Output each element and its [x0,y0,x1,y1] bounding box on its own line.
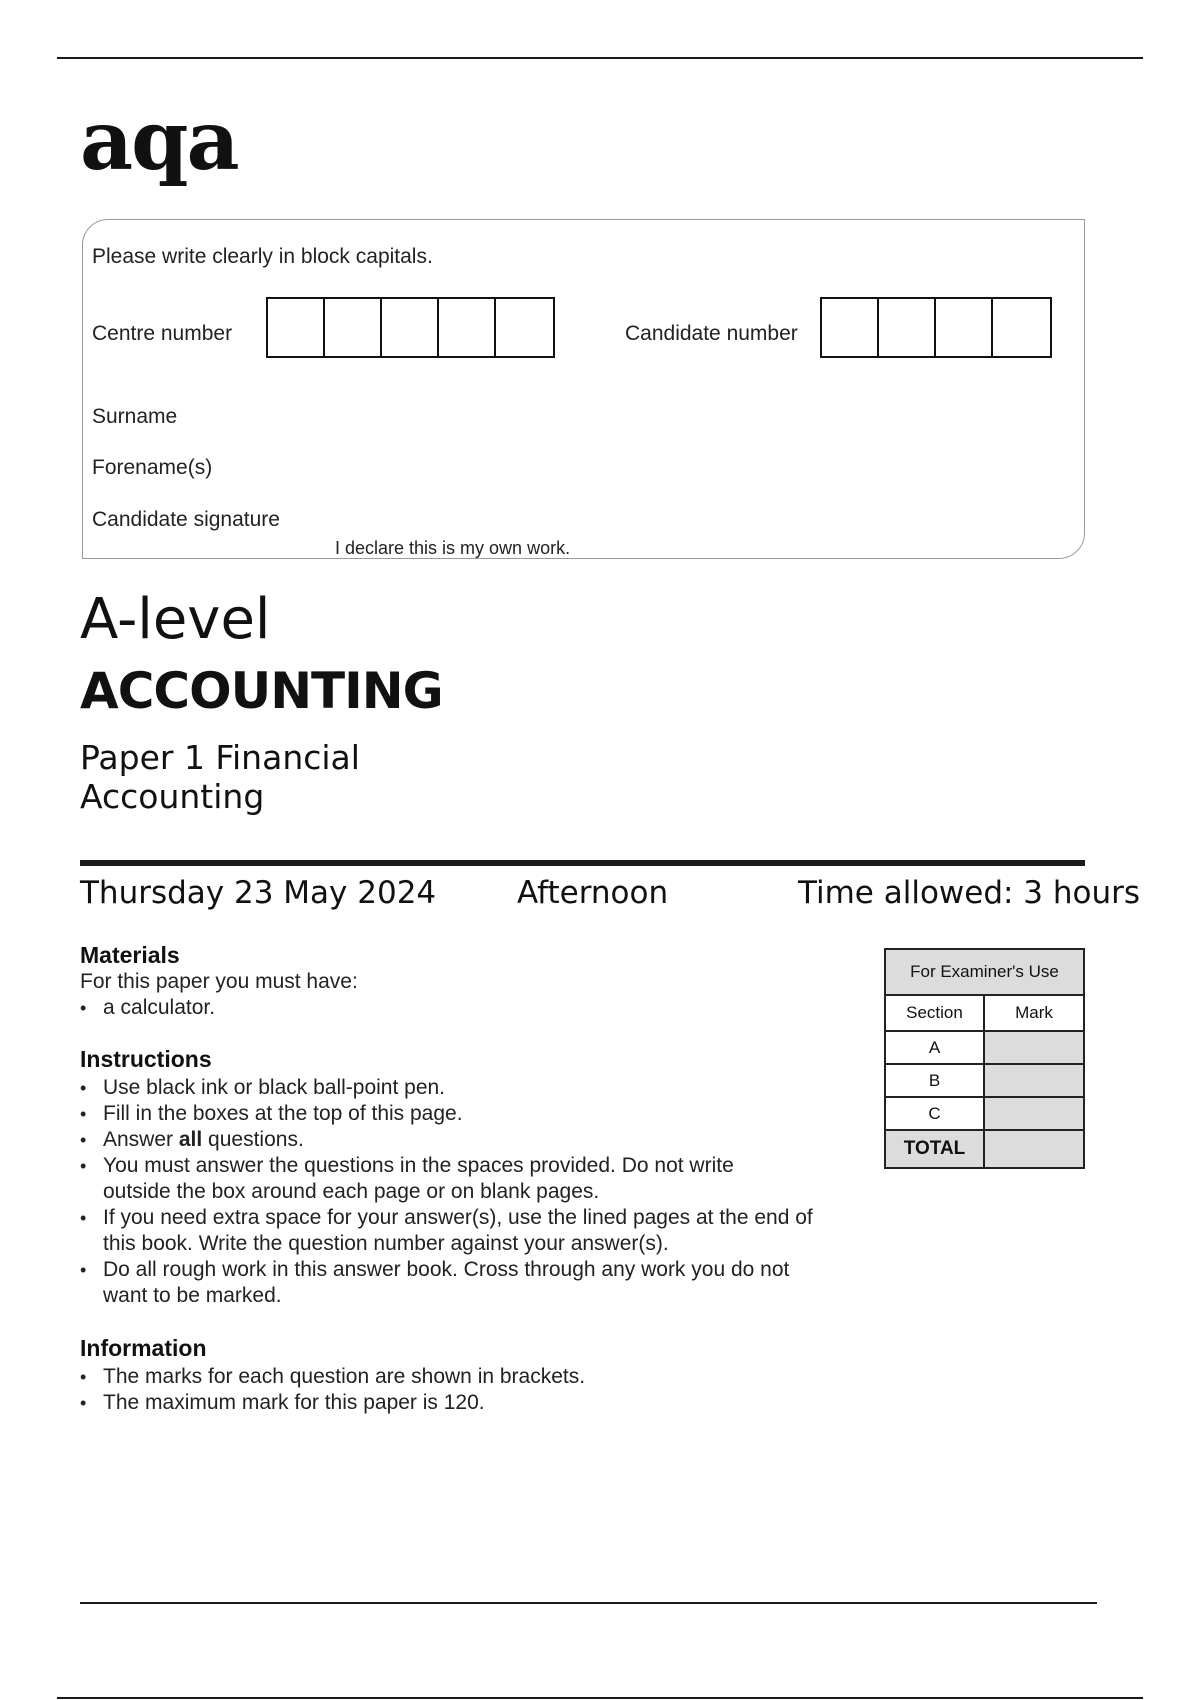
list-item: • Do all rough work in this answer book. Cross through any work you do not want to be marked. [80,1257,793,1309]
declaration-text: I declare this is my own work. [335,538,571,558]
section-column-header: Section [885,995,984,1031]
centre-number-label: Centre number [92,322,233,345]
aqa-logo: aqa [80,93,238,189]
list-item [80,1127,840,1153]
list-item: • You must answer the questions in the spaces provided. Do not write outside the box around each page or on blank pages. [80,1153,793,1205]
information-section [80,1335,840,1416]
list-item: • a calculator. [80,995,840,1021]
instructions-list [80,1075,840,1309]
centre-digit-box[interactable] [268,299,325,356]
list-item: • The maximum mark for this paper is 120. [80,1390,840,1416]
examiner-table-title: For Examiner's Use [885,949,1084,995]
candidate-digit-box[interactable] [822,299,879,356]
answer-prefix: Answer [103,1128,179,1151]
section-label: A [885,1031,984,1064]
section-label: B [885,1064,984,1097]
footer-rule [80,1602,1097,1604]
mark-column-header: Mark [984,995,1084,1031]
exam-level: A-level [80,587,271,652]
list-item: • Use black ink or black ball-point pen. [80,1075,840,1101]
exam-session: Afternoon [517,875,669,911]
answer-suffix: questions. [202,1128,304,1151]
exam-date: Thursday 23 May 2024 [80,875,437,911]
total-label: TOTAL [885,1130,984,1168]
materials-intro: For this paper you must have: [80,970,358,993]
materials-list [80,995,840,1021]
list-item: • If you need extra space for your answer(s), use the lined pages at the end of this book. Write the question number against your answer(s). [80,1205,843,1257]
mark-cell [984,1097,1084,1130]
information-list [80,1364,840,1416]
candidate-digit-box[interactable] [879,299,936,356]
signature-label: Candidate signature [92,508,280,531]
materials-section [80,942,840,1021]
list-item: • Fill in the boxes at the top of this page. [80,1101,840,1127]
block-capitals-instruction: Please write clearly in block capitals. [92,245,433,268]
list-item: • The marks for each question are shown in brackets. [80,1364,840,1390]
centre-digit-box[interactable] [496,299,553,356]
examiner-use-table [884,948,1085,1169]
candidate-number-label: Candidate number [625,322,798,345]
centre-digit-box[interactable] [382,299,439,356]
time-allowed: Time allowed: 3 hours [798,875,1141,911]
instructions-heading: Instructions [80,1046,212,1072]
forename-label: Forename(s) [92,456,213,479]
exam-subject: ACCOUNTING [80,662,443,720]
candidate-digit-box[interactable] [993,299,1050,356]
title-rule [80,860,1085,866]
candidate-number-boxes[interactable] [820,297,1052,358]
information-heading: Information [80,1335,207,1361]
instructions-section [80,1046,840,1309]
centre-digit-box[interactable] [439,299,496,356]
answer-bold: all [178,1128,203,1151]
centre-digit-box[interactable] [325,299,382,356]
surname-label: Surname [92,405,178,428]
section-label: C [885,1097,984,1130]
centre-number-boxes[interactable] [266,297,555,358]
top-rule [57,57,1143,59]
mark-cell [984,1031,1084,1064]
paper-title: Paper 1 Financial Accounting [80,738,360,816]
materials-heading: Materials [80,942,180,968]
bottom-rule [57,1697,1143,1699]
total-mark-cell [984,1130,1084,1168]
candidate-digit-box[interactable] [936,299,993,356]
mark-cell [984,1064,1084,1097]
